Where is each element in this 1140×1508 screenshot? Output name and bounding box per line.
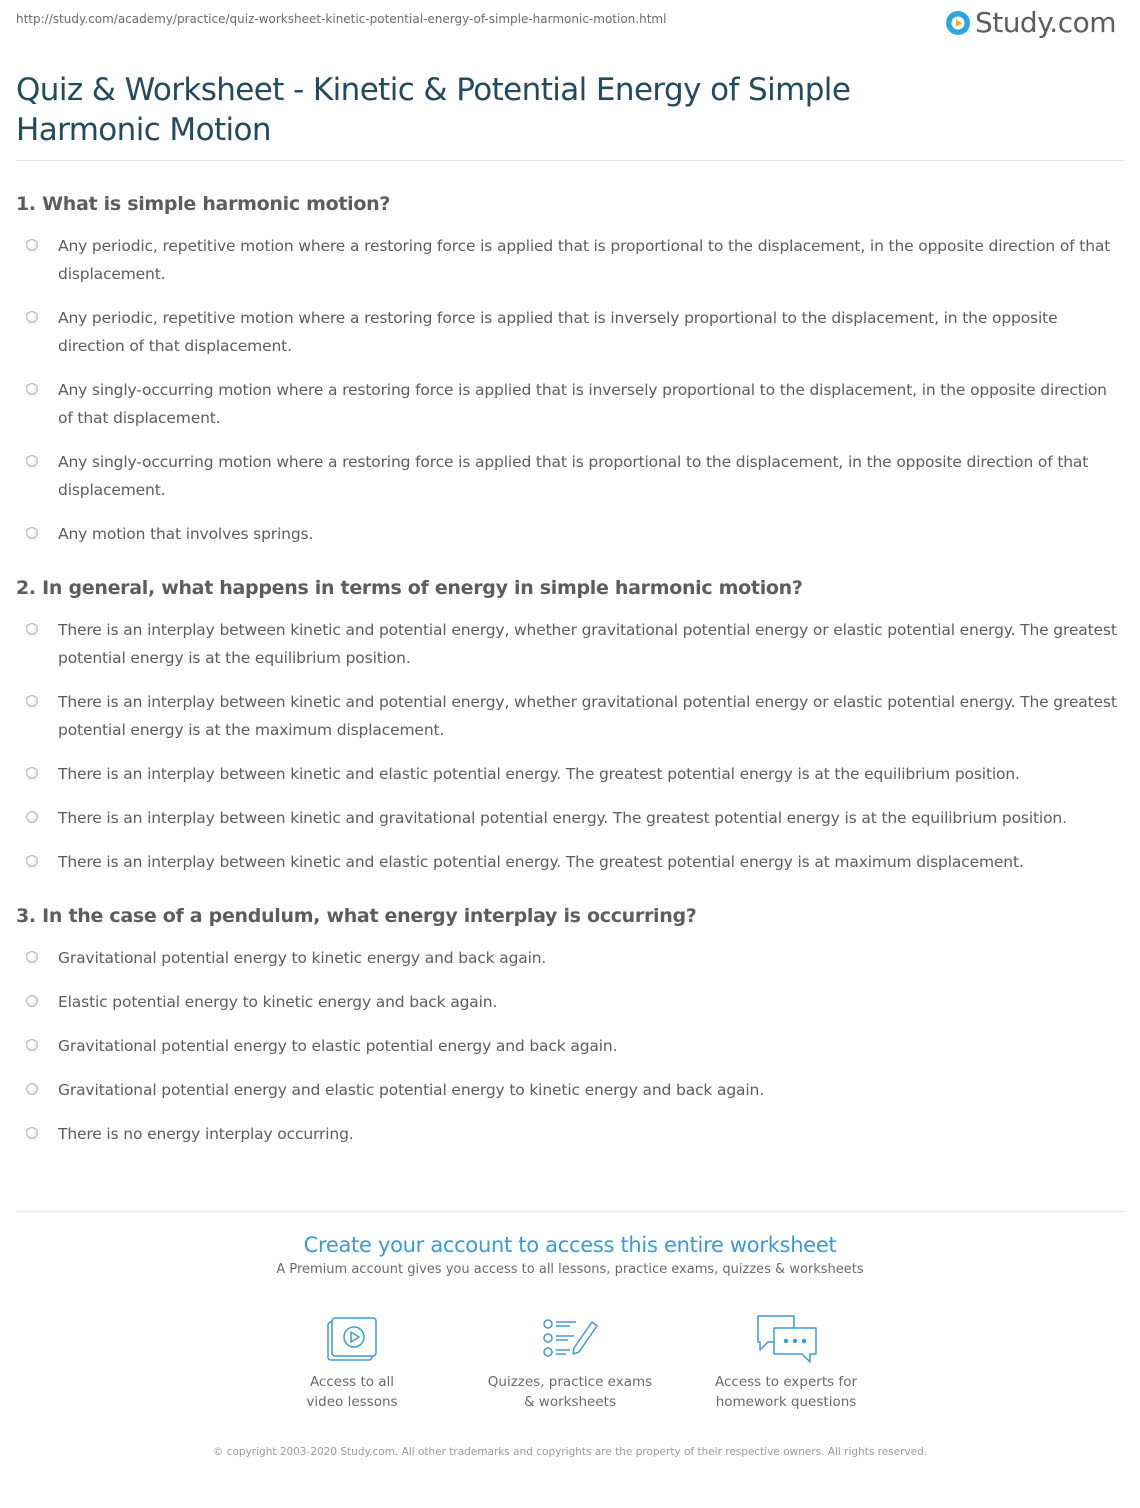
quiz-checklist-icon — [540, 1312, 600, 1364]
page-url: http://study.com/academy/practice/quiz-worksheet-kinetic-potential-energy-of-simple-harmonic-motion.html — [16, 12, 667, 26]
option-text: There is an interplay between kinetic and elastic potential energy. The greatest potential energy is at maximum displacement. — [58, 853, 1024, 871]
answer-option[interactable] — [16, 804, 1126, 832]
radio-button[interactable] — [26, 767, 38, 779]
radio-button[interactable] — [26, 527, 38, 539]
option-text: Gravitational potential energy and elastic potential energy to kinetic energy and back again. — [58, 1081, 765, 1099]
study-logo[interactable] — [945, 6, 1116, 39]
feature-label: Access to experts for homework questions — [714, 1374, 857, 1410]
answer-option[interactable] — [16, 944, 1126, 972]
cta-subtitle: A Premium account gives you access to all lessons, practice exams, quizzes & worksheets — [276, 1262, 864, 1277]
answer-option[interactable] — [16, 232, 1126, 288]
chat-experts-icon — [754, 1312, 818, 1364]
radio-button[interactable] — [26, 1127, 38, 1139]
option-text: There is no energy interplay occurring. — [58, 1125, 354, 1143]
answer-option[interactable] — [16, 1032, 1126, 1060]
answer-option[interactable] — [16, 988, 1126, 1016]
feature-label: Access to all video lessons — [306, 1374, 398, 1410]
top-bar — [0, 0, 1140, 50]
option-text: Any periodic, repetitive motion where a restoring force is applied that is inversely proportional to the displacement, in the opposite direction of that displacement. — [58, 309, 1058, 355]
page-title: Quiz & Worksheet - Kinetic & Potential Energy of Simple Harmonic Motion — [16, 72, 851, 148]
question — [16, 190, 1126, 548]
option-text: Any motion that involves springs. — [58, 525, 314, 543]
question — [16, 574, 1126, 876]
play-circle-icon — [945, 10, 971, 36]
question-text: 3. In the case of a pendulum, what energy interplay is occurring? — [16, 905, 697, 927]
option-text: Gravitational potential energy to elastic potential energy and back again. — [58, 1037, 618, 1055]
account-cta — [0, 1230, 1140, 1277]
radio-button[interactable] — [26, 995, 38, 1007]
option-text: Any singly-occurring motion where a restoring force is applied that is proportional to the displacement, in the opposite direction of that displacement. — [58, 453, 1089, 499]
option-text: There is an interplay between kinetic and potential energy, whether gravitational potential energy or elastic potential energy. The greatest potential energy is at the equilibrium position. — [58, 621, 1117, 667]
cta-title[interactable]: Create your account to access this entire worksheet — [303, 1233, 837, 1257]
question-list — [16, 190, 1126, 1174]
copyright-footer: © copyright 2003-2020 Study.com. All other trademarks and copyrights are the property of their respective owners. All rights reserved. — [212, 1446, 928, 1458]
radio-button[interactable] — [26, 695, 38, 707]
cta-divider — [16, 1211, 1124, 1212]
answer-option[interactable] — [16, 1076, 1126, 1104]
question — [16, 902, 1126, 1148]
radio-button[interactable] — [26, 951, 38, 963]
answer-option[interactable] — [16, 760, 1126, 788]
radio-button[interactable] — [26, 239, 38, 251]
radio-button[interactable] — [26, 1083, 38, 1095]
option-text: Gravitational potential energy to kinetic energy and back again. — [58, 949, 547, 967]
answer-option[interactable] — [16, 848, 1126, 876]
radio-button[interactable] — [26, 811, 38, 823]
radio-button[interactable] — [26, 311, 38, 323]
answer-option[interactable] — [16, 448, 1126, 504]
answer-option[interactable] — [16, 688, 1126, 744]
option-text: There is an interplay between kinetic and elastic potential energy. The greatest potential energy is at the equilibrium position. — [58, 765, 1020, 783]
option-text: There is an interplay between kinetic and gravitational potential energy. The greatest potential energy is at the equilibrium position. — [58, 809, 1067, 827]
question-text: 2. In general, what happens in terms of energy in simple harmonic motion? — [16, 577, 803, 599]
answer-option[interactable] — [16, 520, 1126, 548]
title-divider — [16, 160, 1124, 161]
radio-button[interactable] — [26, 1039, 38, 1051]
feature-label: Quizzes, practice exams & worksheets — [487, 1374, 653, 1410]
answer-option[interactable] — [16, 616, 1126, 672]
option-text: Any periodic, repetitive motion where a restoring force is applied that is proportional to the displacement, in the opposite direction of that displacement. — [58, 237, 1111, 283]
option-text: Elastic potential energy to kinetic energy and back again. — [58, 993, 498, 1011]
radio-button[interactable] — [26, 383, 38, 395]
answer-option[interactable] — [16, 376, 1126, 432]
feature-quizzes — [470, 1312, 670, 1412]
video-lessons-icon — [324, 1312, 380, 1364]
radio-button[interactable] — [26, 623, 38, 635]
logo-text: Study.com — [974, 6, 1116, 39]
option-text: There is an interplay between kinetic and potential energy, whether gravitational potential energy or elastic potential energy. The greatest potential energy is at the maximum displacement. — [58, 693, 1117, 739]
answer-option[interactable] — [16, 304, 1126, 360]
option-text: Any singly-occurring motion where a restoring force is applied that is inversely proportional to the displacement, in the opposite direction of that displacement. — [58, 381, 1107, 427]
radio-button[interactable] — [26, 455, 38, 467]
answer-option[interactable] — [16, 1120, 1126, 1148]
question-text: 1. What is simple harmonic motion? — [16, 193, 391, 215]
feature-experts — [686, 1312, 886, 1412]
radio-button[interactable] — [26, 855, 38, 867]
feature-video-lessons — [252, 1312, 452, 1412]
